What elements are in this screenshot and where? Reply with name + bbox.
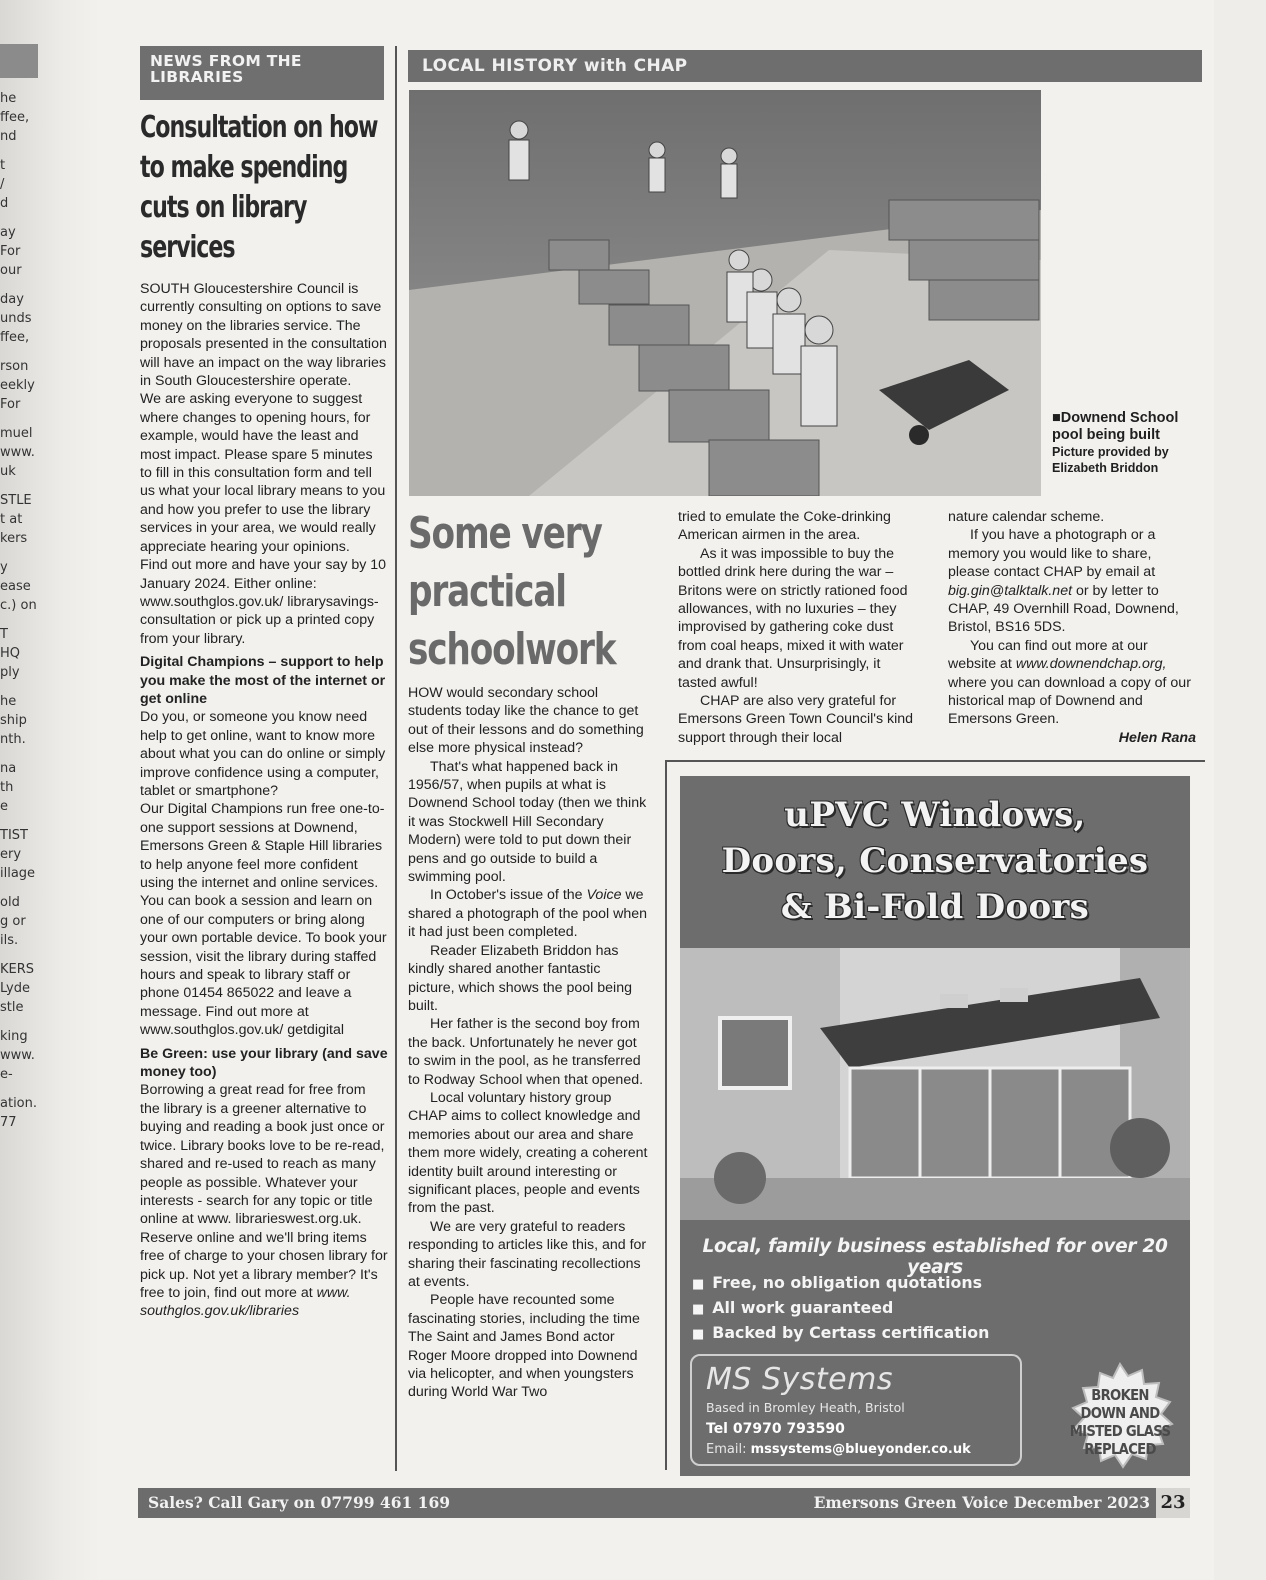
caption-title: ■ Downend School pool being built bbox=[1052, 410, 1202, 444]
chap-column-3 bbox=[948, 508, 1196, 747]
article-paragraph: As it was impossible to buy the bottled drink here during the war – Britons were on strictly rationed food allowances, with no luxuries – they improvised by gathering coke dust from coal heaps, mixed it with water and drank that. Unsurprisingly, it tasted awful! bbox=[678, 545, 908, 691]
edge-fragment: Lyde bbox=[0, 981, 30, 996]
edge-fragment: e bbox=[0, 799, 8, 814]
previous-page-header-tab bbox=[0, 44, 38, 78]
website-text: You can find out more at our website at bbox=[948, 637, 1148, 673]
edge-fragment: ay bbox=[0, 225, 16, 240]
chap-website: www.downendchap.org, bbox=[1015, 656, 1167, 673]
edge-fragment: For bbox=[0, 397, 21, 412]
library-paragraph: SOUTH Gloucestershire Council is currently consulting on options to save money on the libraries service. The proposals presented in the consultation will have an impact on the way libraries in South Gloucestershire operate. bbox=[140, 281, 387, 390]
edge-fragment: c.) on bbox=[0, 598, 37, 613]
library-paragraph: Find out more and have your say by 10 January 2024. Either online: www.southglos.gov.uk/ librarysavings-consultation or pick up a printed copy from your library. bbox=[140, 557, 387, 647]
chap-section-label: LOCAL HISTORY with CHAP bbox=[408, 50, 1202, 82]
edge-fragment: king bbox=[0, 1029, 28, 1044]
photo-caption bbox=[1052, 410, 1202, 476]
library-headline: Consultation on how to make spending cuts on library services bbox=[140, 110, 378, 265]
edge-fragment: uk bbox=[0, 464, 16, 479]
voice-text-post: we shared a photograph of the pool when it had just been completed. bbox=[408, 887, 648, 941]
edge-fragment: t at bbox=[0, 512, 23, 527]
article-paragraph: CHAP are also very grateful for Emersons Green Town Council's kind support through their local bbox=[678, 693, 914, 746]
company-email-line bbox=[706, 1440, 1006, 1460]
edge-fragment: e- bbox=[0, 1067, 13, 1082]
edge-fragment: STLE bbox=[0, 493, 32, 508]
edge-fragment: g or bbox=[0, 914, 26, 929]
conservatory-image bbox=[680, 948, 1190, 1220]
chap-column-2 bbox=[678, 508, 918, 747]
chap-column-1 bbox=[408, 684, 648, 1402]
contact-text: If you have a photograph or a memory you would like to share, please contact CHAP by email at bbox=[948, 527, 1156, 581]
edge-fragment: ffee, bbox=[0, 110, 30, 125]
edge-fragment: nth. bbox=[0, 732, 26, 747]
article-paragraph: Local voluntary history group CHAP aims to collect knowledge and memories about our area and share them more widely, creating a coherent identity built around interesting or significant places, people and events from the past. bbox=[408, 1089, 648, 1217]
library-paragraph: Do you, or someone you know need help to get online, want to know more about what you can do online or simply improve confidence using a computer, tablet or smartphone? bbox=[140, 709, 386, 799]
ms-systems-advert bbox=[680, 776, 1190, 1476]
library-paragraph: Our Digital Champions run free one-to-one support sessions at Downend, Emersons Green & Staple Hill libraries to help anyone feel more confident using the internet and online services. bbox=[140, 801, 385, 891]
company-location: Based in Bromley Heath, Bristol bbox=[706, 1400, 905, 1415]
conservatory-illustration bbox=[680, 948, 1190, 1220]
edge-fragment: d bbox=[0, 196, 9, 211]
pool-construction-photo bbox=[409, 90, 1041, 496]
advert-headline-line: & Bi-Fold Doors bbox=[780, 887, 1090, 927]
be-green-text: Borrowing a great read for free from the library is a greener alternative to buying and reading a book just once or twice. Library books love to be re-read, shared and re-used to reach as many people as possible. Whatever your interests - search for any topic or title online at www. librarieswest.org.uk. Reserve online and we'll bring items free of charge to your chosen library for pick up. Not yet a library member? It's free to join, find out more at bbox=[140, 1082, 388, 1301]
edge-fragment: www. bbox=[0, 445, 35, 460]
edge-fragment: illage bbox=[0, 866, 36, 881]
edge-fragment: muel bbox=[0, 426, 33, 441]
article-paragraph: That's what happened back in 1956/57, when pupils at what is Downend School today (then we think it was Stockwell Hill Secondary Modern) were told to put down their pens and go outside to build a swimming pool. bbox=[408, 758, 647, 886]
edge-fragment: ils. bbox=[0, 933, 19, 948]
company-name: MS Systems bbox=[706, 1362, 893, 1397]
edge-fragment: rson bbox=[0, 359, 29, 374]
edge-fragment: KERS bbox=[0, 962, 35, 977]
advert-bullet-list bbox=[692, 1271, 1032, 1346]
article-paragraph: People have recounted some fascinating stories, including the time The Saint and James Bond actor Roger Moore dropped into Downend via helicopter, and when youngsters during World War Two bbox=[408, 1292, 640, 1401]
edge-fragment: eekly bbox=[0, 378, 35, 393]
edge-fragment: t bbox=[0, 158, 6, 173]
edge-fragment: he bbox=[0, 694, 17, 709]
author-byline: Helen Rana bbox=[1118, 729, 1196, 746]
company-email: mssystems@blueyonder.co.uk bbox=[750, 1442, 971, 1457]
advert-headline-line: uPVC Windows, bbox=[784, 795, 1086, 835]
library-article-body bbox=[140, 280, 388, 1321]
newspaper-page bbox=[100, 0, 1240, 1580]
article-paragraph: HOW would secondary school students today like the chance to get out of their lessons and do something else more physical instead? bbox=[408, 685, 644, 757]
edge-fragment: unds bbox=[0, 311, 32, 326]
footer-publication: Emersons Green Voice December 2023 bbox=[813, 1493, 1150, 1512]
company-phone: Tel 07970 793590 bbox=[706, 1421, 845, 1437]
advert-bullet: ■ Free, no obligation quotations bbox=[692, 1271, 1032, 1296]
edge-fragment: / bbox=[0, 177, 5, 192]
edge-fragment: ery bbox=[0, 847, 22, 862]
email-label: Email: bbox=[706, 1442, 747, 1457]
edge-fragment: ship bbox=[0, 713, 27, 728]
footer-sales: Sales? Call Gary on 07799 461 169 bbox=[148, 1493, 451, 1512]
edge-fragment: he bbox=[0, 91, 17, 106]
article-paragraph: tried to emulate the Coke-drinking American airmen in the area. bbox=[678, 509, 891, 544]
badge-text: BROKEN DOWN AND MISTED GLASS REPLACED bbox=[1069, 1386, 1171, 1458]
page-number: 23 bbox=[1156, 1488, 1190, 1518]
contact-address: or by letter to CHAP, 49 Overnhill Road, Downend, Bristol, BS16 5DS. bbox=[948, 582, 1179, 636]
advert-tagline: Local, family business established for over 20 years bbox=[702, 1236, 1168, 1278]
edge-fragment: na bbox=[0, 761, 17, 776]
edge-fragment: y bbox=[0, 560, 8, 575]
photo-illustration bbox=[409, 90, 1041, 496]
article-paragraph: nature calendar scheme. bbox=[948, 509, 1105, 525]
edge-fragment: ation. bbox=[0, 1096, 38, 1111]
digital-champions-heading: Digital Champions – support to help you make the most of the internet or get online bbox=[140, 654, 386, 707]
caption-credit: Picture provided by Elizabeth Briddon bbox=[1052, 445, 1169, 475]
chap-headline: Some very practical schoolwork bbox=[408, 508, 616, 675]
edge-fragment: our bbox=[0, 263, 22, 278]
edge-fragment: ease bbox=[0, 579, 31, 594]
voice-title: Voice bbox=[586, 887, 622, 904]
be-green-heading: Be Green: use your library (and save money too) bbox=[140, 1045, 388, 1081]
page-footer bbox=[138, 1488, 1190, 1518]
advert-headline bbox=[680, 792, 1190, 930]
column-divider bbox=[395, 46, 397, 1471]
edge-fragment: stle bbox=[0, 1000, 24, 1015]
library-paragraph: You can book a session and learn on one of our computers or bring along your own portable device. To book your session, visit the library during staffed hours and speak to library staff or phone 01454 865022 and leave a message. Find out more at www.southglos.gov.uk/ getdigital bbox=[140, 893, 387, 1039]
company-contact-box bbox=[690, 1354, 1022, 1466]
edge-fragment: HQ bbox=[0, 646, 21, 661]
advert-divider bbox=[665, 760, 1205, 762]
edge-fragment: TIST bbox=[0, 828, 28, 843]
article-paragraph: We are very grateful to readers responding to articles like this, and for sharing their fascinating recollections at events. bbox=[408, 1218, 647, 1290]
chap-email: big.gin@talktalk.net bbox=[948, 582, 1073, 599]
article-paragraph bbox=[948, 637, 1196, 729]
edge-fragment: For bbox=[0, 244, 21, 259]
article-paragraph bbox=[408, 886, 648, 941]
edge-fragment: old bbox=[0, 895, 20, 910]
advert-headline-line: Doors, Conservatories bbox=[721, 841, 1149, 881]
voice-text-pre: In October's issue of the bbox=[430, 887, 583, 904]
library-paragraph bbox=[140, 1081, 388, 1320]
map-text: where you can download a copy of our historical map of Downend and Emersons Green. bbox=[948, 674, 1191, 728]
edge-fragment: kers bbox=[0, 531, 28, 546]
edge-fragment: nd bbox=[0, 129, 17, 144]
edge-fragment: ply bbox=[0, 665, 20, 680]
advert-bullet: ■ Backed by Certass certification bbox=[692, 1321, 1032, 1346]
previous-page-text-fragments bbox=[0, 44, 40, 1524]
glass-badge bbox=[1060, 1362, 1180, 1470]
edge-fragment: 77 bbox=[0, 1115, 17, 1130]
edge-fragment: T bbox=[0, 627, 8, 642]
libraries-link: www. southglos.gov.uk/libraries bbox=[140, 1284, 351, 1320]
article-paragraph: Her father is the second boy from the back. Unfortunately he never got to swim in the pool, as he transferred to Rodway School when that opened. bbox=[408, 1016, 644, 1088]
edge-fragment: www. bbox=[0, 1048, 35, 1063]
advert-bullet: ■ All work guaranteed bbox=[692, 1296, 1032, 1321]
article-paragraph: Reader Elizabeth Briddon has kindly shared another fantastic picture, which shows the pool being built. bbox=[408, 942, 632, 1014]
edge-fragment: day bbox=[0, 292, 24, 307]
library-section-label: NEWS FROM THE LIBRARIES bbox=[140, 46, 384, 100]
column-divider bbox=[665, 760, 667, 1470]
edge-fragment: ffee, bbox=[0, 330, 30, 345]
next-page-edge bbox=[1214, 0, 1266, 1580]
article-paragraph bbox=[948, 526, 1196, 636]
library-paragraph: We are asking everyone to suggest where changes to opening hours, for example, would have the least and most impact. Please spare 5 minutes to fill in this consultation form and tell us what your local library means to you and how you prefer to use the library services in your area, we would really appreciate hearing your opinions. bbox=[140, 391, 386, 555]
edge-fragment: th bbox=[0, 780, 14, 795]
